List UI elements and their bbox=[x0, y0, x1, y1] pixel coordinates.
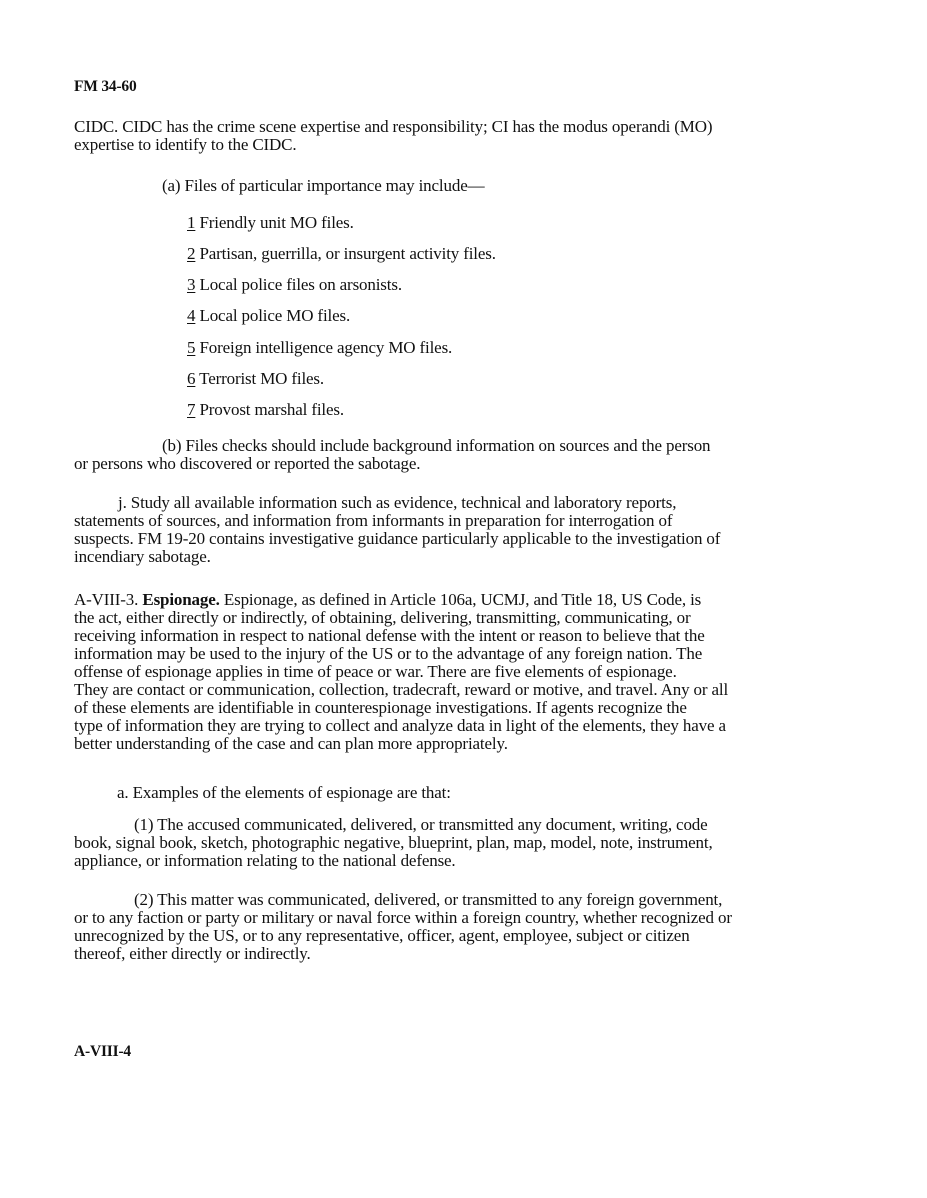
list-item-number: 6 bbox=[187, 369, 196, 388]
list-item-text: Local police MO files. bbox=[195, 306, 351, 325]
paragraph-1-line: (1) The accused communicated, delivered, or transmitted any document, writing, code bbox=[134, 815, 708, 834]
section-number: A-VIII-3. bbox=[74, 590, 143, 609]
paragraph-b-line: or persons who discovered or reported the sabotage. bbox=[74, 454, 421, 473]
intro-line: expertise to identify to the CIDC. bbox=[74, 135, 297, 154]
paragraph-j-line: incendiary sabotage. bbox=[74, 547, 211, 566]
list-item-number: 7 bbox=[187, 400, 196, 419]
espionage-first-line-text: Espionage, as defined in Article 106a, UCMJ, and Title 18, US Code, is bbox=[219, 590, 702, 609]
list-item-text: Local police files on arsonists. bbox=[195, 275, 402, 294]
list-item-number: 1 bbox=[187, 213, 196, 232]
paragraph-2-line: thereof, either directly or indirectly. bbox=[74, 944, 311, 963]
espionage-line: receiving information in respect to national defense with the intent or reason to believe that the bbox=[74, 626, 705, 645]
intro-line: CIDC. CIDC has the crime scene expertise and responsibility; CI has the modus operandi (MO) bbox=[74, 117, 713, 136]
espionage-line: the act, either directly or indirectly, of obtaining, delivering, transmitting, communicating, or bbox=[74, 608, 691, 627]
paragraph-b-line: (b) Files checks should include background information on sources and the person bbox=[162, 436, 711, 455]
list-item bbox=[187, 339, 452, 357]
paragraph-j-line: statements of sources, and information from informants in preparation for interrogation of bbox=[74, 511, 673, 530]
list-item-text: Partisan, guerrilla, or insurgent activity files. bbox=[195, 244, 496, 263]
list-item bbox=[187, 401, 344, 419]
paragraph-b bbox=[74, 437, 710, 473]
list-item bbox=[187, 307, 350, 325]
paragraph-j-line: suspects. FM 19-20 contains investigative guidance particularly applicable to the investigation of bbox=[74, 529, 721, 548]
espionage-line: better understanding of the case and can plan more appropriately. bbox=[74, 734, 508, 753]
paragraph-1-line: appliance, or information relating to the national defense. bbox=[74, 851, 456, 870]
espionage-line: type of information they are trying to collect and analyze data in light of the elements, they have a bbox=[74, 716, 726, 735]
espionage-line: offense of espionage applies in time of peace or war. There are five elements of espionage. bbox=[74, 662, 677, 681]
espionage-line: information may be used to the injury of the US or to the advantage of any foreign nation. The bbox=[74, 644, 703, 663]
list-item-text: Foreign intelligence agency MO files. bbox=[195, 338, 453, 357]
paragraph-2-line: or to any faction or party or military or naval force within a foreign country, whether recognized or bbox=[74, 908, 732, 927]
espionage-paragraph bbox=[74, 591, 728, 753]
list-item-number: 2 bbox=[187, 244, 196, 263]
footer-page-number: A-VIII-4 bbox=[74, 1043, 131, 1060]
list-item-number: 3 bbox=[187, 275, 196, 294]
list-item-text: Terrorist MO files. bbox=[195, 369, 325, 388]
intro-paragraph bbox=[74, 118, 712, 154]
paragraph-j-line: j. Study all available information such as evidence, technical and laboratory reports, bbox=[118, 493, 677, 512]
list-item-text: Provost marshal files. bbox=[195, 400, 344, 419]
list-item bbox=[187, 370, 324, 388]
espionage-line: They are contact or communication, collection, tradecraft, reward or motive, and travel. Any or all bbox=[74, 680, 729, 699]
paragraph-1-line: book, signal book, sketch, photographic negative, blueprint, plan, map, model, note, instrument, bbox=[74, 833, 713, 852]
list-item bbox=[187, 276, 402, 294]
list-item bbox=[187, 245, 496, 263]
list-item-number: 5 bbox=[187, 338, 196, 357]
paragraph-1 bbox=[74, 816, 713, 870]
files-lead: (a) Files of particular importance may include— bbox=[162, 176, 485, 195]
paragraph-2-line: (2) This matter was communicated, delivered, or transmitted to any foreign government, bbox=[134, 890, 723, 909]
paragraph-2 bbox=[74, 891, 732, 963]
espionage-first-line bbox=[74, 591, 728, 609]
list-item-text: Friendly unit MO files. bbox=[195, 213, 354, 232]
header-doc-id: FM 34-60 bbox=[74, 78, 137, 95]
section-heading: Espionage. bbox=[142, 590, 220, 609]
paragraph-a: a. Examples of the elements of espionage are that: bbox=[117, 783, 451, 802]
list-item-number: 4 bbox=[187, 306, 196, 325]
paragraph-2-line: unrecognized by the US, or to any representative, officer, agent, employee, subject or citizen bbox=[74, 926, 690, 945]
paragraph-j bbox=[74, 494, 720, 566]
list-item bbox=[187, 214, 354, 232]
espionage-line: of these elements are identifiable in counterespionage investigations. If agents recognize the bbox=[74, 698, 687, 717]
